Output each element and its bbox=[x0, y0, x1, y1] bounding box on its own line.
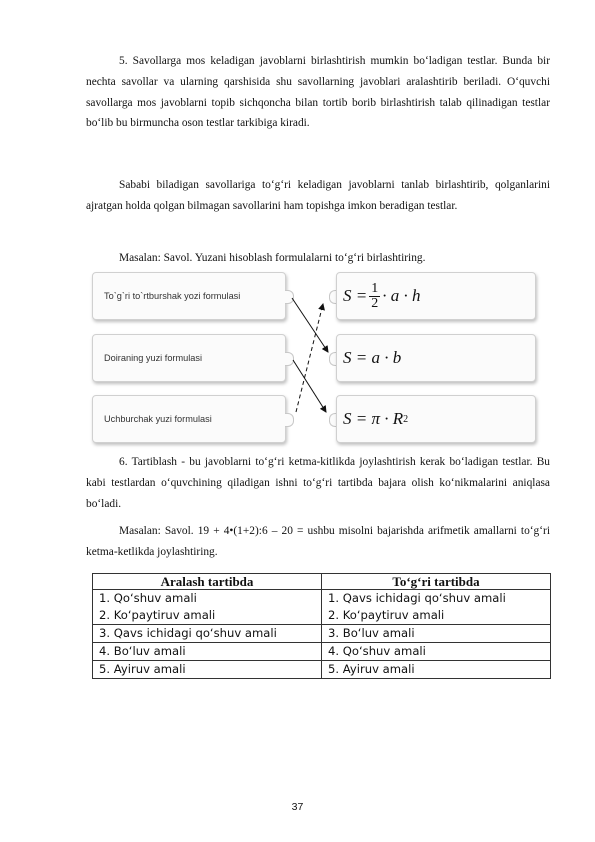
paragraph-ordering-tests: 6. Tartiblash - bu javoblarni to‘g‘ri ketma-kitlikda joylashtirish kerak bo‘ladigan testlar. Bu kabi testlardan o‘quvchining qiladigan ishni to‘g‘ri tartibda bajara olish ko‘nikmalarini aniqlasa bo‘ladi. bbox=[86, 456, 550, 510]
paragraph-reason: Sababi biladigan savollariga to‘g‘ri keladigan javoblarni tanlab birlashtirib, qolganlarini ajratgan holda qolgan bilmagan savollarini ham topishga imkon beradigan testlar. bbox=[86, 179, 550, 212]
formula-exponent: 2 bbox=[403, 413, 409, 425]
table-row bbox=[93, 590, 551, 625]
table-cell: 5. Ayiruv amali bbox=[93, 661, 322, 679]
paragraph-matching-tests: 5. Savollarga mos keladigan javoblarni birlashtirish mumkin bo‘ladigan testlar. Bunda bir nechta savollar va ularning qarshisida shu savollarning javoblari aralashtirib beriladi. O‘quvchi savollarga mos javoblarni topib sichqoncha bilan tortib borib birlashtirish talab qilinadigan testlar bo‘lib bu birmuncha oson testlar tarkibiga kiradi. bbox=[86, 55, 550, 130]
matching-figure bbox=[92, 272, 538, 444]
table-cell: 1. Qavs ichidagi qo‘shuv amali 2. Ko‘paytiruv amali bbox=[322, 590, 551, 625]
ordering-table bbox=[92, 573, 551, 679]
formula-lhs: S = π · R bbox=[343, 409, 404, 428]
left-item-label: Doiraning yuzi formulasi bbox=[104, 353, 203, 363]
arrow-rectangle-to-ab bbox=[292, 298, 328, 352]
paragraph-example-1: Masalan: Savol. Yuzani hisoblash formulalarni to‘g‘ri birlashtiring. bbox=[119, 252, 426, 264]
arrow-triangle-to-half-ah bbox=[296, 304, 323, 412]
left-item-label: Uchburchak yuzi formulasi bbox=[104, 414, 212, 424]
table-row bbox=[93, 661, 551, 679]
table-header-correct: To‘g‘ri tartibda bbox=[322, 574, 551, 590]
table-cell: 3. Bo‘luv amali bbox=[322, 625, 551, 643]
table-cell: 1. Qo‘shuv amali 2. Ko‘paytiruv amali bbox=[93, 590, 322, 625]
fraction-denominator: 2 bbox=[371, 295, 379, 311]
table-header-mixed: Aralash tartibda bbox=[93, 574, 322, 590]
table-row bbox=[93, 625, 551, 643]
formula-lhs: S = bbox=[343, 286, 368, 305]
formula-rhs: · a · h bbox=[382, 286, 421, 305]
table-cell: 4. Qo‘shuv amali bbox=[322, 643, 551, 661]
table-row bbox=[93, 643, 551, 661]
fraction-numerator: 1 bbox=[371, 280, 379, 296]
formula-text: S = a · b bbox=[343, 348, 402, 367]
page-number: 37 bbox=[291, 801, 304, 813]
matching-arrows bbox=[92, 272, 538, 444]
table-cell: 5. Ayiruv amali bbox=[322, 661, 551, 679]
paragraph-example-2: Masalan: Savol. 19 + 4•(1+2):6 – 20 = ushbu misolni bajarishda arifmetik amallarni to‘g‘ri ketma-ketlikda joylashtiring. bbox=[86, 525, 550, 558]
left-item-label: To`g`ri to`rtburshak yozi formulasi bbox=[104, 291, 241, 301]
table-cell: 4. Bo‘luv amali bbox=[93, 643, 322, 661]
table-cell: 3. Qavs ichidagi qo‘shuv amali bbox=[93, 625, 322, 643]
